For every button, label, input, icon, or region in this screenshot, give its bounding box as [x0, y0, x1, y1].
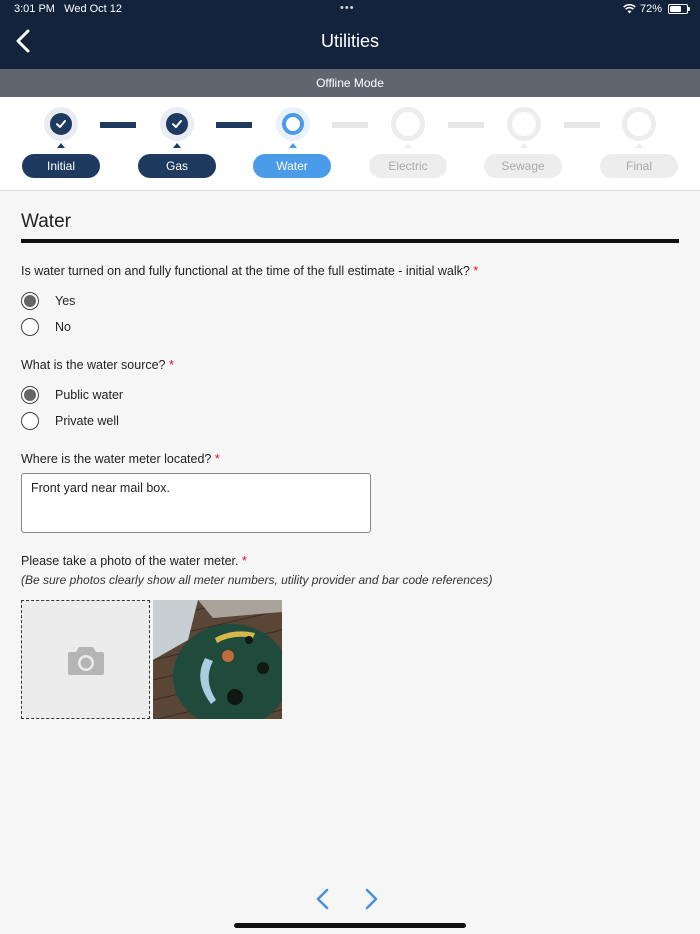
status-time: 3:01 PM Wed Oct 12	[14, 3, 123, 15]
step-initial-marker[interactable]	[44, 107, 78, 141]
radio-label: Public water	[55, 388, 124, 402]
check-icon	[171, 118, 183, 130]
question-water-functional: Is water turned on and fully functional at the time of the full estimate - initial walk? *	[21, 264, 479, 278]
required-mark: *	[241, 554, 247, 568]
step-final[interactable]: Final	[600, 154, 678, 178]
wifi-icon	[623, 4, 636, 14]
step-caret	[289, 143, 297, 148]
previous-page-button[interactable]	[310, 884, 336, 914]
status-right	[623, 3, 688, 15]
radio-label: Yes	[55, 294, 76, 308]
offline-mode-banner: Offline Mode	[0, 69, 700, 97]
radio-option-no[interactable]	[21, 318, 71, 336]
battery-icon	[668, 4, 688, 14]
add-photo-button[interactable]	[21, 600, 150, 719]
radio-label: No	[55, 320, 71, 334]
radio-button[interactable]	[21, 292, 39, 310]
meter-location-input[interactable]: Front yard near mail box.	[21, 473, 371, 533]
step-water[interactable]: Water	[253, 154, 331, 178]
step-water-marker[interactable]	[276, 107, 310, 141]
question-meter-photo: Please take a photo of the water meter. *	[21, 554, 247, 568]
step-connector	[216, 122, 252, 128]
step-final-marker[interactable]	[622, 107, 656, 141]
chevron-right-icon	[358, 884, 384, 914]
radio-option-yes[interactable]	[21, 292, 75, 310]
section-title: Water	[21, 211, 71, 232]
radio-option-private-well[interactable]	[21, 412, 119, 430]
photo-image	[153, 600, 282, 719]
question-water-source: What is the water source? *	[21, 358, 174, 372]
step-sewage-marker[interactable]	[507, 107, 541, 141]
step-connector	[100, 122, 136, 128]
step-caret	[635, 143, 643, 148]
chevron-left-icon	[310, 884, 336, 914]
step-caret	[57, 143, 65, 148]
top-bar	[0, 0, 700, 69]
page-title: Utilities	[320, 31, 379, 51]
multitask-dots-icon[interactable]: •••	[340, 2, 355, 14]
camera-icon	[66, 644, 106, 676]
required-mark: *	[473, 264, 479, 278]
radio-button[interactable]	[21, 412, 39, 430]
next-page-button[interactable]	[358, 884, 384, 914]
check-icon	[55, 118, 67, 130]
step-caret	[404, 143, 412, 148]
step-connector	[448, 122, 484, 128]
step-initial[interactable]: Initial	[22, 154, 100, 178]
required-mark: *	[214, 452, 220, 466]
battery-percent: 72%	[639, 3, 662, 15]
radio-option-public-water[interactable]	[21, 386, 123, 404]
radio-button[interactable]	[21, 318, 39, 336]
step-gas-marker[interactable]	[160, 107, 194, 141]
meter-photo-thumbnail[interactable]	[153, 600, 282, 719]
step-electric[interactable]: Electric	[369, 154, 447, 178]
radio-label: Private well	[55, 414, 119, 428]
step-connector	[564, 122, 600, 128]
step-sewage[interactable]: Sewage	[484, 154, 562, 178]
step-caret	[520, 143, 528, 148]
step-connector	[332, 122, 368, 128]
radio-button[interactable]	[21, 386, 39, 404]
home-indicator[interactable]	[234, 923, 466, 928]
step-electric-marker[interactable]	[391, 107, 425, 141]
step-caret	[173, 143, 181, 148]
photo-hint: (Be sure photos clearly show all meter numbers, utility provider and bar code references)	[21, 573, 493, 587]
step-gas[interactable]: Gas	[138, 154, 216, 178]
question-meter-location: Where is the water meter located? *	[21, 452, 220, 466]
section-divider	[21, 239, 679, 243]
progress-stepper	[0, 97, 700, 191]
required-mark: *	[169, 358, 174, 372]
